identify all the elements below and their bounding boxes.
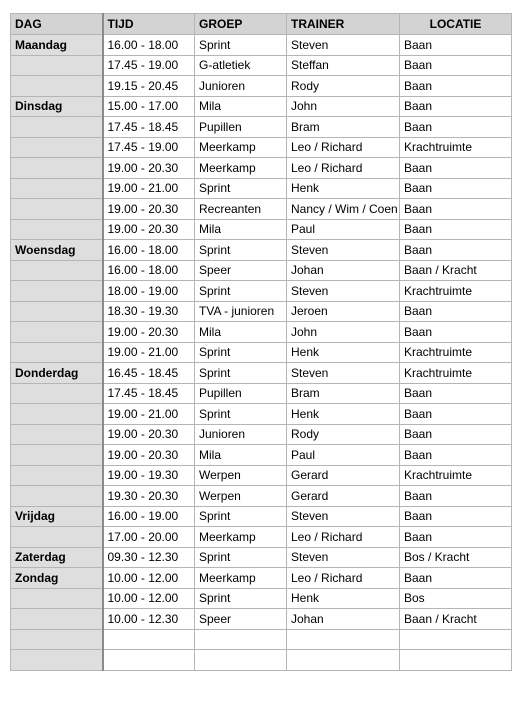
cell-groep bbox=[195, 650, 287, 671]
cell-tijd: 19.00 - 21.00 bbox=[103, 178, 195, 199]
cell-locatie: Baan bbox=[400, 404, 512, 425]
cell-trainer: Leo / Richard bbox=[287, 158, 400, 179]
cell-groep: Sprint bbox=[195, 547, 287, 568]
cell-dag bbox=[11, 650, 103, 671]
cell-locatie: Baan bbox=[400, 301, 512, 322]
cell-locatie: Baan bbox=[400, 35, 512, 56]
cell-dag bbox=[11, 301, 103, 322]
table-row bbox=[11, 363, 512, 384]
cell-locatie: Krachtruimte bbox=[400, 342, 512, 363]
table-row bbox=[11, 404, 512, 425]
cell-groep: TVA - junioren bbox=[195, 301, 287, 322]
cell-groep: Sprint bbox=[195, 35, 287, 56]
cell-trainer: Bram bbox=[287, 383, 400, 404]
header-locatie: LOCATIE bbox=[400, 14, 512, 35]
cell-dag bbox=[11, 76, 103, 97]
cell-locatie: Baan / Kracht bbox=[400, 260, 512, 281]
table-row bbox=[11, 219, 512, 240]
cell-trainer: Steven bbox=[287, 363, 400, 384]
cell-dag bbox=[11, 158, 103, 179]
cell-groep: Speer bbox=[195, 260, 287, 281]
cell-tijd: 19.00 - 20.30 bbox=[103, 322, 195, 343]
cell-groep: Mila bbox=[195, 445, 287, 466]
cell-groep: Pupillen bbox=[195, 383, 287, 404]
cell-locatie: Bos bbox=[400, 588, 512, 609]
cell-dag bbox=[11, 609, 103, 630]
cell-tijd: 19.00 - 21.00 bbox=[103, 404, 195, 425]
cell-tijd bbox=[103, 650, 195, 671]
table-row bbox=[11, 322, 512, 343]
cell-tijd: 16.00 - 18.00 bbox=[103, 260, 195, 281]
cell-groep: Recreanten bbox=[195, 199, 287, 220]
table-row bbox=[11, 650, 512, 671]
cell-tijd: 19.00 - 20.30 bbox=[103, 219, 195, 240]
cell-groep: Meerkamp bbox=[195, 137, 287, 158]
cell-dag: Vrijdag bbox=[11, 506, 103, 527]
cell-trainer: Gerard bbox=[287, 465, 400, 486]
cell-groep: Sprint bbox=[195, 342, 287, 363]
table-row bbox=[11, 424, 512, 445]
table-row bbox=[11, 137, 512, 158]
cell-dag bbox=[11, 404, 103, 425]
cell-locatie: Baan bbox=[400, 445, 512, 466]
cell-trainer: John bbox=[287, 322, 400, 343]
cell-tijd: 17.45 - 19.00 bbox=[103, 55, 195, 76]
cell-tijd: 18.00 - 19.00 bbox=[103, 281, 195, 302]
table-row bbox=[11, 547, 512, 568]
cell-groep: Meerkamp bbox=[195, 527, 287, 548]
cell-groep: Sprint bbox=[195, 363, 287, 384]
cell-groep: Junioren bbox=[195, 76, 287, 97]
cell-locatie: Baan bbox=[400, 568, 512, 589]
cell-locatie: Baan bbox=[400, 383, 512, 404]
cell-trainer: Henk bbox=[287, 342, 400, 363]
cell-trainer: Rody bbox=[287, 76, 400, 97]
cell-dag bbox=[11, 117, 103, 138]
cell-locatie: Baan bbox=[400, 486, 512, 507]
cell-groep: Meerkamp bbox=[195, 158, 287, 179]
cell-dag bbox=[11, 383, 103, 404]
cell-locatie: Baan bbox=[400, 96, 512, 117]
cell-groep: Sprint bbox=[195, 240, 287, 261]
cell-locatie: Bos / Kracht bbox=[400, 547, 512, 568]
cell-locatie: Baan bbox=[400, 219, 512, 240]
cell-dag bbox=[11, 445, 103, 466]
cell-dag bbox=[11, 527, 103, 548]
cell-trainer: Leo / Richard bbox=[287, 527, 400, 548]
cell-groep: Mila bbox=[195, 219, 287, 240]
cell-tijd: 10.00 - 12.00 bbox=[103, 588, 195, 609]
cell-trainer bbox=[287, 629, 400, 650]
cell-tijd: 19.00 - 21.00 bbox=[103, 342, 195, 363]
cell-dag bbox=[11, 281, 103, 302]
cell-tijd: 15.00 - 17.00 bbox=[103, 96, 195, 117]
cell-groep: Pupillen bbox=[195, 117, 287, 138]
header-groep: GROEP bbox=[195, 14, 287, 35]
cell-trainer: Paul bbox=[287, 219, 400, 240]
cell-locatie: Krachtruimte bbox=[400, 465, 512, 486]
cell-groep: Werpen bbox=[195, 486, 287, 507]
cell-dag bbox=[11, 486, 103, 507]
cell-dag bbox=[11, 629, 103, 650]
table-row bbox=[11, 260, 512, 281]
table-row bbox=[11, 609, 512, 630]
cell-tijd: 17.45 - 18.45 bbox=[103, 383, 195, 404]
table-row bbox=[11, 465, 512, 486]
cell-dag: Zondag bbox=[11, 568, 103, 589]
cell-trainer: Leo / Richard bbox=[287, 137, 400, 158]
cell-trainer: Henk bbox=[287, 404, 400, 425]
cell-dag bbox=[11, 465, 103, 486]
cell-groep: Junioren bbox=[195, 424, 287, 445]
cell-tijd: 10.00 - 12.30 bbox=[103, 609, 195, 630]
table-row bbox=[11, 445, 512, 466]
table-row bbox=[11, 35, 512, 56]
table-row bbox=[11, 568, 512, 589]
cell-dag bbox=[11, 178, 103, 199]
table-row bbox=[11, 240, 512, 261]
cell-tijd: 19.30 - 20.30 bbox=[103, 486, 195, 507]
cell-groep: Mila bbox=[195, 322, 287, 343]
cell-groep: Werpen bbox=[195, 465, 287, 486]
table-row bbox=[11, 199, 512, 220]
cell-trainer bbox=[287, 650, 400, 671]
cell-groep: Speer bbox=[195, 609, 287, 630]
header-trainer: TRAINER bbox=[287, 14, 400, 35]
cell-trainer: Steven bbox=[287, 35, 400, 56]
table-row bbox=[11, 506, 512, 527]
cell-tijd: 19.00 - 20.30 bbox=[103, 158, 195, 179]
header-dag: DAG bbox=[11, 14, 103, 35]
table-row bbox=[11, 486, 512, 507]
cell-dag bbox=[11, 322, 103, 343]
cell-dag bbox=[11, 199, 103, 220]
cell-trainer: Henk bbox=[287, 588, 400, 609]
cell-tijd: 17.45 - 18.45 bbox=[103, 117, 195, 138]
cell-groep: Sprint bbox=[195, 281, 287, 302]
cell-dag bbox=[11, 55, 103, 76]
table-row bbox=[11, 342, 512, 363]
cell-tijd: 19.00 - 20.30 bbox=[103, 445, 195, 466]
cell-locatie: Krachtruimte bbox=[400, 363, 512, 384]
cell-groep: Mila bbox=[195, 96, 287, 117]
cell-groep: Sprint bbox=[195, 404, 287, 425]
cell-trainer: John bbox=[287, 96, 400, 117]
cell-groep: Sprint bbox=[195, 588, 287, 609]
cell-locatie: Krachtruimte bbox=[400, 281, 512, 302]
cell-dag bbox=[11, 219, 103, 240]
table-row bbox=[11, 55, 512, 76]
cell-locatie: Baan bbox=[400, 527, 512, 548]
table-row bbox=[11, 117, 512, 138]
cell-trainer: Paul bbox=[287, 445, 400, 466]
header-tijd: TIJD bbox=[103, 14, 195, 35]
cell-dag: Maandag bbox=[11, 35, 103, 56]
table-row bbox=[11, 178, 512, 199]
cell-tijd: 19.00 - 19.30 bbox=[103, 465, 195, 486]
cell-trainer: Steven bbox=[287, 240, 400, 261]
table-row bbox=[11, 383, 512, 404]
table-row bbox=[11, 281, 512, 302]
cell-dag: Dinsdag bbox=[11, 96, 103, 117]
cell-dag: Woensdag bbox=[11, 240, 103, 261]
cell-trainer: Jeroen bbox=[287, 301, 400, 322]
cell-locatie: Baan bbox=[400, 55, 512, 76]
cell-locatie: Krachtruimte bbox=[400, 137, 512, 158]
cell-locatie: Baan bbox=[400, 117, 512, 138]
cell-trainer: Steven bbox=[287, 506, 400, 527]
cell-locatie: Baan bbox=[400, 158, 512, 179]
cell-tijd: 10.00 - 12.00 bbox=[103, 568, 195, 589]
cell-trainer: Gerard bbox=[287, 486, 400, 507]
table-row bbox=[11, 301, 512, 322]
cell-groep: Meerkamp bbox=[195, 568, 287, 589]
cell-locatie: Baan bbox=[400, 240, 512, 261]
cell-tijd: 16.00 - 18.00 bbox=[103, 35, 195, 56]
cell-trainer: Rody bbox=[287, 424, 400, 445]
cell-tijd bbox=[103, 629, 195, 650]
schedule-body bbox=[11, 35, 512, 671]
cell-tijd: 09.30 - 12.30 bbox=[103, 547, 195, 568]
cell-locatie: Baan bbox=[400, 199, 512, 220]
cell-tijd: 16.00 - 18.00 bbox=[103, 240, 195, 261]
cell-locatie: Baan bbox=[400, 506, 512, 527]
training-schedule-table bbox=[10, 13, 512, 671]
cell-tijd: 19.15 - 20.45 bbox=[103, 76, 195, 97]
cell-groep: Sprint bbox=[195, 506, 287, 527]
cell-tijd: 18.30 - 19.30 bbox=[103, 301, 195, 322]
header-row bbox=[11, 14, 512, 35]
cell-locatie: Baan bbox=[400, 322, 512, 343]
cell-trainer: Johan bbox=[287, 609, 400, 630]
cell-dag bbox=[11, 137, 103, 158]
cell-groep: Sprint bbox=[195, 178, 287, 199]
cell-trainer: Johan bbox=[287, 260, 400, 281]
cell-groep: G-atletiek bbox=[195, 55, 287, 76]
cell-locatie: Baan bbox=[400, 424, 512, 445]
cell-trainer: Steven bbox=[287, 547, 400, 568]
table-row bbox=[11, 588, 512, 609]
table-row bbox=[11, 629, 512, 650]
cell-dag: Donderdag bbox=[11, 363, 103, 384]
cell-trainer: Henk bbox=[287, 178, 400, 199]
table-row bbox=[11, 96, 512, 117]
cell-groep bbox=[195, 629, 287, 650]
cell-tijd: 16.00 - 19.00 bbox=[103, 506, 195, 527]
cell-tijd: 17.00 - 20.00 bbox=[103, 527, 195, 548]
cell-tijd: 17.45 - 19.00 bbox=[103, 137, 195, 158]
cell-locatie bbox=[400, 650, 512, 671]
cell-trainer: Steffan bbox=[287, 55, 400, 76]
cell-trainer: Bram bbox=[287, 117, 400, 138]
table-row bbox=[11, 76, 512, 97]
cell-dag bbox=[11, 342, 103, 363]
cell-tijd: 19.00 - 20.30 bbox=[103, 199, 195, 220]
cell-locatie bbox=[400, 629, 512, 650]
table-row bbox=[11, 527, 512, 548]
cell-locatie: Baan / Kracht bbox=[400, 609, 512, 630]
cell-trainer: Leo / Richard bbox=[287, 568, 400, 589]
cell-dag: Zaterdag bbox=[11, 547, 103, 568]
cell-dag bbox=[11, 260, 103, 281]
cell-trainer: Nancy / Wim / Coen bbox=[287, 199, 400, 220]
cell-dag bbox=[11, 424, 103, 445]
cell-tijd: 19.00 - 20.30 bbox=[103, 424, 195, 445]
cell-dag bbox=[11, 588, 103, 609]
table-row bbox=[11, 158, 512, 179]
cell-locatie: Baan bbox=[400, 76, 512, 97]
cell-locatie: Baan bbox=[400, 178, 512, 199]
cell-tijd: 16.45 - 18.45 bbox=[103, 363, 195, 384]
cell-trainer: Steven bbox=[287, 281, 400, 302]
